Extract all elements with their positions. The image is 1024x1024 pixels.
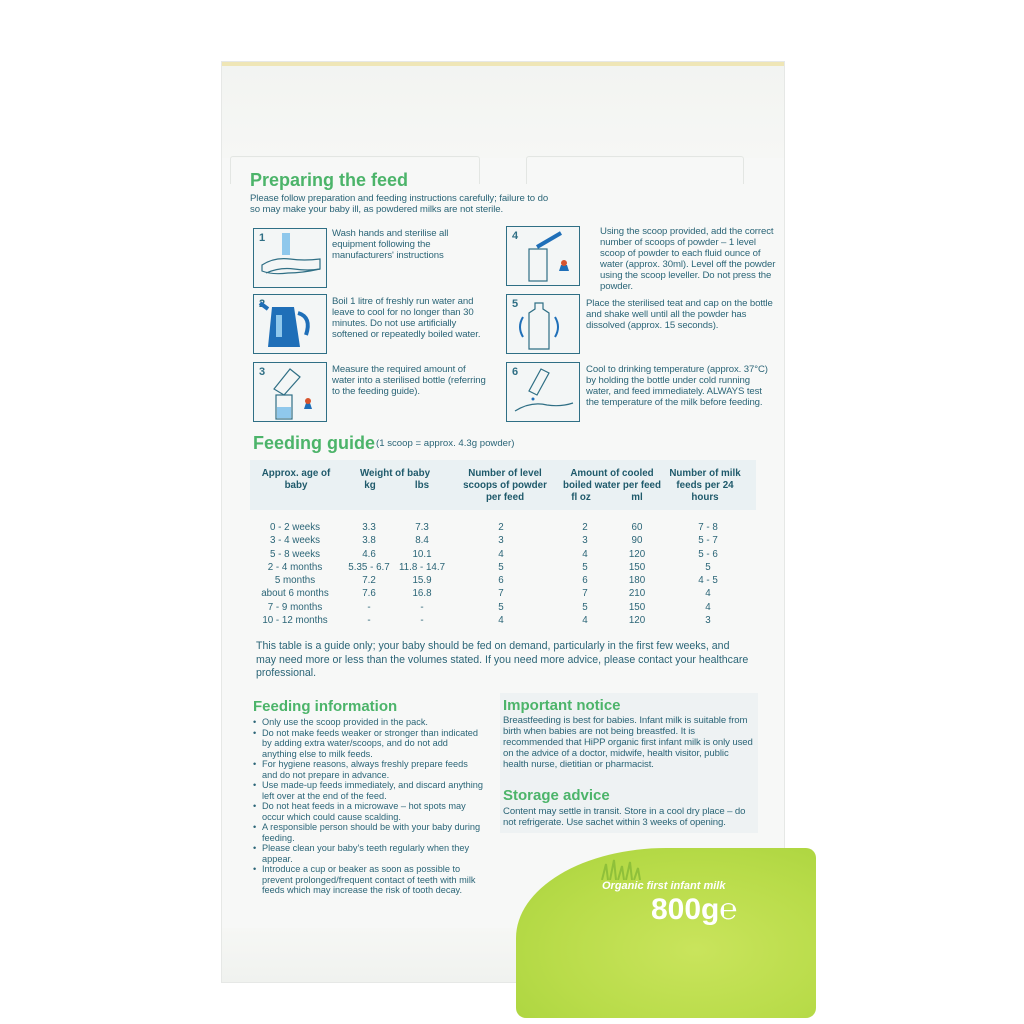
step-number: 3 [259, 366, 266, 378]
table-cell-feeds: 5 - 7 [698, 535, 718, 547]
table-cell-feeds: 4 [705, 601, 711, 613]
table-cell-ml: 60 [631, 522, 643, 533]
table-cell-age: 10 - 12 months [262, 615, 328, 627]
hand-washing-icon [254, 229, 326, 287]
column-kg [340, 521, 398, 627]
header-scoops: Number of level scoops of powder per feed [463, 468, 547, 503]
step-3-text: Measure the required amount of water into a sterilised bottle (referring to the feeding guide). [332, 364, 486, 397]
header-lbs: lbs [414, 480, 430, 491]
important-title: Important notice [503, 697, 621, 714]
box-flap-right [526, 156, 744, 184]
table-cell-ml: 90 [631, 535, 643, 547]
header-floz: fl oz [571, 492, 591, 503]
table-cell-scoops: 3 [498, 535, 504, 547]
important-text: Breastfeeding is best for babies. Infant milk is suitable from birth when babies are not being breastfed. It is recommended that HiPP organic first infant milk is only used on the advice of a doctor, midwife, health visitor, public health nurse, dietitian or pharmacist. [503, 715, 753, 770]
table-cell-lbs: 10.1 [412, 548, 432, 560]
storage-title: Storage advice [503, 787, 610, 804]
grass-icon [600, 858, 650, 880]
step-number: 4 [512, 230, 519, 242]
header-water: Amount of cooled boiled water per feed [563, 468, 661, 491]
table-cell-floz: 5 [582, 561, 588, 573]
table-cell-lbs: - [420, 601, 424, 613]
step-number: 5 [512, 298, 519, 310]
box-top-edge [222, 62, 784, 66]
step-5-box [506, 294, 580, 354]
step-1-text: Wash hands and sterilise all equipment following the manufacturers' instructions [332, 228, 449, 261]
testing-temperature-icon [507, 363, 579, 421]
step-number: 6 [512, 366, 519, 378]
table-cell-age: 0 - 2 weeks [269, 522, 321, 533]
table-cell-lbs: 11.8 - 14.7 [398, 561, 446, 573]
column-feeds [686, 521, 730, 627]
list-item: • Only use the scoop provided in the pack. [253, 717, 483, 728]
header-weight: Weight of baby [359, 468, 431, 479]
kettle-icon [254, 295, 326, 353]
feeding-guide-title: Feeding guide [253, 433, 376, 453]
table-cell-lbs: 7.3 [415, 522, 429, 533]
table-cell-feeds: 4 [705, 588, 711, 600]
table-cell-kg: - [367, 601, 371, 613]
table-cell-floz: 3 [582, 535, 588, 547]
feeding-info-title: Feeding information [253, 698, 398, 715]
product-line: Organic first infant milk [602, 880, 726, 892]
list-item: • Use made-up feeds immediately, and discard anything left over at the end of the feed. [253, 780, 483, 801]
table-cell-ml: 210 [628, 588, 646, 600]
table-cell-kg: 4.6 [362, 548, 376, 560]
header-feeds: Number of milk feeds per 24 hours [669, 468, 741, 503]
table-cell-ml: 120 [628, 615, 646, 627]
table-cell-feeds: 4 - 5 [698, 575, 718, 587]
table-cell-floz: 5 [582, 601, 588, 613]
list-item: • Please clean your baby's teeth regularly when they appear. [253, 843, 483, 864]
table-cell-kg: - [367, 615, 371, 627]
table-cell-floz: 2 [582, 522, 588, 533]
shaking-bottle-icon [507, 295, 579, 353]
list-item: • Do not make feeds weaker or stronger than indicated by adding extra water/scoops, and do not add anything else to milk feeds. [253, 728, 483, 760]
step-4-box [506, 226, 580, 286]
table-cell-floz: 7 [582, 588, 588, 600]
table-cell-feeds: 5 - 6 [698, 548, 718, 560]
table-cell-floz: 4 [582, 615, 588, 627]
step-number: 1 [259, 232, 266, 244]
column-lbs [396, 521, 448, 627]
table-cell-feeds: 5 [705, 561, 711, 573]
table-cell-ml: 150 [628, 601, 646, 613]
table-cell-feeds: 7 - 8 [698, 522, 718, 533]
step-6-box [506, 362, 580, 422]
product-badge [516, 848, 816, 1018]
box-top-panel [222, 62, 784, 158]
table-cell-age: 3 - 4 weeks [269, 535, 321, 547]
preparing-title: Preparing the feed [250, 170, 409, 190]
header-kg: kg [364, 480, 376, 491]
table-cell-kg: 3.3 [362, 522, 376, 533]
header-age: Approx. age of baby [261, 468, 331, 491]
table-cell-scoops: 2 [498, 522, 504, 533]
table-cell-scoops: 5 [498, 601, 504, 613]
step-6-text: Cool to drinking temperature (approx. 37°C) by holding the bottle under cold running water, and feed immediately. ALWAYS test the temperature of the milk before feeding. [586, 364, 768, 408]
table-cell-floz: 6 [582, 575, 588, 587]
step-3-box [253, 362, 327, 422]
table-cell-floz: 4 [582, 548, 588, 560]
table-cell-lbs: - [420, 615, 424, 627]
table-cell-ml: 150 [628, 561, 646, 573]
table-cell-scoops: 4 [498, 548, 504, 560]
feeding-guide-note: (1 scoop = approx. 4.3g powder) [376, 438, 515, 449]
table-cell-lbs: 16.8 [412, 588, 432, 600]
step-1-box [253, 228, 327, 288]
pouring-water-bottle-icon [254, 363, 326, 421]
step-4-text: Using the scoop provided, add the correct number of scoops of powder – 1 level scoop of powder to each fluid ounce of water (approx. 30ml). Level off the powder using the scoop leveller. Do not press the powder. [600, 226, 776, 292]
list-item: • A responsible person should be with your baby during feeding. [253, 822, 483, 843]
column-floz [570, 521, 600, 627]
table-cell-kg: 3.8 [362, 535, 376, 547]
table-cell-scoops: 7 [498, 588, 504, 600]
table-cell-age: about 6 months [261, 588, 329, 600]
product-weight: 800g℮ [651, 893, 738, 926]
table-cell-lbs: 8.4 [415, 535, 429, 547]
preparing-intro: Please follow preparation and feeding instructions carefully; failure to do so may make your baby ill, as powdered milks are not sterile. [250, 193, 549, 215]
header-ml: ml [631, 492, 643, 503]
column-ml [620, 521, 654, 627]
storage-text: Content may settle in transit. Store in a cool dry place – do not refrigerate. Use sachet within 3 weeks of opening. [503, 806, 746, 828]
scoop-powder-icon [507, 227, 579, 285]
table-cell-age: 5 months [274, 575, 316, 587]
column-scoops [486, 521, 516, 627]
table-cell-scoops: 4 [498, 615, 504, 627]
feeding-guide-footnote: This table is a guide only; your baby should be fed on demand, particularly in the first few weeks, and may need more or less than the volumes stated. If you need more advice, please contact your healthcare professional. [256, 640, 749, 679]
table-cell-ml: 120 [628, 548, 646, 560]
table-cell-ml: 180 [628, 575, 646, 587]
feeding-info-list [253, 717, 483, 896]
list-item: • For hygiene reasons, always freshly prepare feeds and do not prepare in advance. [253, 759, 483, 780]
step-5-text: Place the sterilised teat and cap on the bottle and shake well until all the powder has dissolved (approx. 15 seconds). [586, 298, 773, 331]
step-2-box [253, 294, 327, 354]
table-cell-kg: 5.35 - 6.7 [348, 561, 390, 573]
list-item: • Do not heat feeds in a microwave – hot spots may occur which could cause scalding. [253, 801, 483, 822]
table-cell-scoops: 6 [498, 575, 504, 587]
list-item: • Introduce a cup or beaker as soon as possible to prevent prolonged/frequent contact of teeth with milk feeds which may increase the risk of tooth decay. [253, 864, 483, 896]
table-cell-age: 5 - 8 weeks [269, 548, 321, 560]
table-cell-kg: 7.6 [362, 588, 376, 600]
step-2-text: Boil 1 litre of freshly run water and leave to cool for no longer than 30 minutes. Do not use artificially softened or repeatedly boiled water. [332, 296, 481, 340]
table-cell-feeds: 3 [705, 615, 711, 627]
table-cell-age: 7 - 9 months [267, 601, 323, 613]
table-cell-lbs: 15.9 [412, 575, 432, 587]
table-cell-age: 2 - 4 months [267, 561, 323, 573]
table-cell-scoops: 5 [498, 561, 504, 573]
table-cell-kg: 7.2 [362, 575, 376, 587]
column-age [250, 521, 340, 627]
